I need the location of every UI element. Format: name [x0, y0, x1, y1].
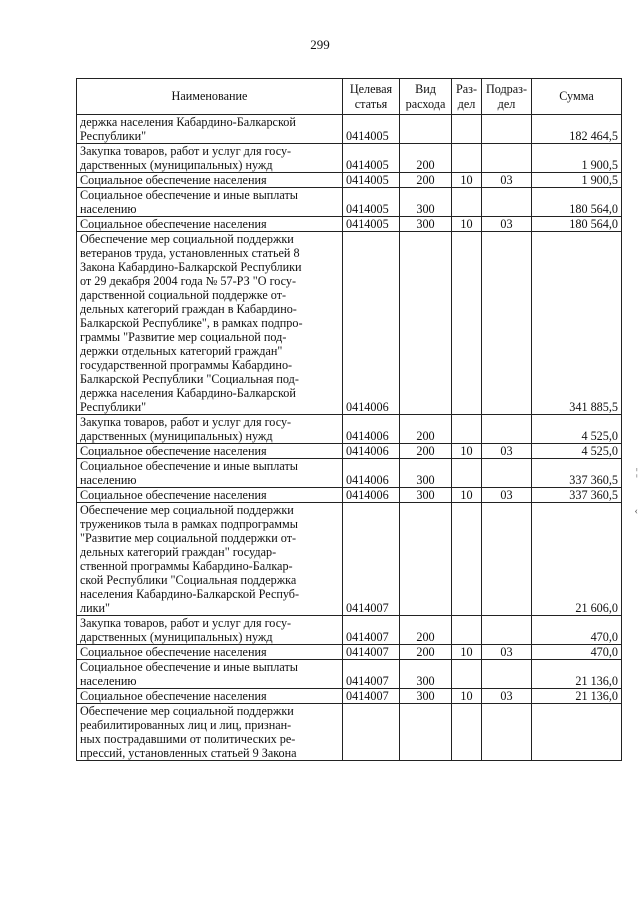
cell-name: Социальное обеспечение населения: [77, 488, 343, 503]
cell-code: 0414005: [343, 217, 400, 232]
cell-amount: 21 136,0: [532, 689, 622, 704]
cell-section: 10: [452, 488, 482, 503]
cell-name: Закупка товаров, работ и услуг для госу- дарственных (муниципальных) нужд: [77, 616, 343, 645]
cell-subsection: 03: [482, 217, 532, 232]
header-subsection: Подраз- дел: [482, 79, 532, 115]
cell-subsection: [482, 616, 532, 645]
cell-code: 0414006: [343, 415, 400, 444]
cell-type: [400, 232, 452, 415]
cell-code: 0414006: [343, 232, 400, 415]
cell-section: [452, 188, 482, 217]
cell-code: 0414007: [343, 689, 400, 704]
cell-type: 200: [400, 444, 452, 459]
cell-code: 0414007: [343, 645, 400, 660]
cell-section: [452, 144, 482, 173]
cell-type: 200: [400, 173, 452, 188]
table-row: [77, 232, 622, 415]
cell-amount: 1 900,5: [532, 173, 622, 188]
cell-section: 10: [452, 645, 482, 660]
cell-section: [452, 115, 482, 144]
cell-section: 10: [452, 217, 482, 232]
table-row: [77, 689, 622, 704]
scan-edge-mark: ‹: [634, 505, 638, 517]
cell-name: Обеспечение мер социальной поддержки реабилитированных лиц и лиц, признан- ных пострадавшими от политических ре- прессий, установленных статьей 9 Закона: [77, 704, 343, 761]
budget-table: [76, 78, 622, 761]
cell-subsection: [482, 660, 532, 689]
cell-amount: 21 606,0: [532, 503, 622, 616]
page-number: 299: [310, 37, 330, 52]
cell-code: 0414006: [343, 459, 400, 488]
cell-type: 200: [400, 415, 452, 444]
cell-type: 300: [400, 689, 452, 704]
cell-type: 200: [400, 616, 452, 645]
cell-subsection: 03: [482, 173, 532, 188]
cell-amount: 1 900,5: [532, 144, 622, 173]
cell-name: Социальное обеспечение населения: [77, 689, 343, 704]
cell-type: 200: [400, 645, 452, 660]
cell-amount: [532, 704, 622, 761]
cell-section: 10: [452, 689, 482, 704]
cell-amount: 180 564,0: [532, 217, 622, 232]
table-row: [77, 188, 622, 217]
cell-name: Обеспечение мер социальной поддержки ветеранов труда, установленных статьей 8 Закона Кабардино-Балкарской Республики от 29 декабря 2004 года № 57-РЗ "О госу- дарственной социальной поддержке от- дельных категорий граждан в Кабардино- Балкарской Республике", в рамках подпро- граммы "Развитие мер социальной под- держки отдельных категорий граждан" государственной программы Кабардино- Балкарской Республики "Социальная под- держка населения Кабардино-Балкарской Республики": [77, 232, 343, 415]
cell-subsection: 03: [482, 444, 532, 459]
cell-subsection: [482, 188, 532, 217]
cell-code: 0414005: [343, 188, 400, 217]
cell-section: 10: [452, 173, 482, 188]
cell-name: Социальное обеспечение и иные выплаты населению: [77, 188, 343, 217]
cell-subsection: 03: [482, 689, 532, 704]
cell-amount: 4 525,0: [532, 444, 622, 459]
cell-subsection: [482, 115, 532, 144]
cell-name: Социальное обеспечение населения: [77, 645, 343, 660]
cell-name: Социальное обеспечение населения: [77, 444, 343, 459]
cell-section: [452, 660, 482, 689]
cell-type: 300: [400, 217, 452, 232]
cell-amount: 182 464,5: [532, 115, 622, 144]
cell-subsection: [482, 704, 532, 761]
scan-edge-mark: ¦: [635, 466, 638, 478]
cell-amount: 337 360,5: [532, 459, 622, 488]
table-row: [77, 616, 622, 645]
table-row: [77, 459, 622, 488]
cell-name: Социальное обеспечение населения: [77, 217, 343, 232]
cell-amount: 337 360,5: [532, 488, 622, 503]
cell-code: 0414006: [343, 488, 400, 503]
table-row: [77, 115, 622, 144]
cell-code: 0414005: [343, 115, 400, 144]
header-section: Раз- дел: [452, 79, 482, 115]
header-type: Вид расхода: [400, 79, 452, 115]
cell-code: [343, 704, 400, 761]
cell-name: Закупка товаров, работ и услуг для госу- дарственных (муниципальных) нужд: [77, 415, 343, 444]
cell-type: [400, 704, 452, 761]
cell-subsection: 03: [482, 645, 532, 660]
cell-amount: 470,0: [532, 616, 622, 645]
cell-name: держка населения Кабардино-Балкарской Республики": [77, 115, 343, 144]
cell-code: 0414006: [343, 444, 400, 459]
table-row: [77, 415, 622, 444]
header-row: [77, 79, 622, 115]
cell-name: Обеспечение мер социальной поддержки тружеников тыла в рамках подпрограммы "Развитие мер социальной поддержки от- дельных категорий граждан" государ- ственной программы Кабардино-Балкар- ской Республики "Социальная поддержка населения Кабардино-Балкарской Респуб- лики": [77, 503, 343, 616]
cell-type: 300: [400, 488, 452, 503]
cell-amount: 21 136,0: [532, 660, 622, 689]
table-row: [77, 173, 622, 188]
cell-amount: 180 564,0: [532, 188, 622, 217]
cell-name: Социальное обеспечение и иные выплаты населению: [77, 459, 343, 488]
table-row: [77, 660, 622, 689]
cell-amount: 4 525,0: [532, 415, 622, 444]
cell-name: Закупка товаров, работ и услуг для госу- дарственных (муниципальных) нужд: [77, 144, 343, 173]
cell-section: [452, 415, 482, 444]
table-row: [77, 444, 622, 459]
cell-amount: 470,0: [532, 645, 622, 660]
table-row: [77, 217, 622, 232]
cell-section: 10: [452, 444, 482, 459]
header-target: Целевая статья: [343, 79, 400, 115]
cell-section: [452, 616, 482, 645]
cell-name: Социальное обеспечение и иные выплаты населению: [77, 660, 343, 689]
cell-amount: 341 885,5: [532, 232, 622, 415]
table-row: [77, 645, 622, 660]
cell-code: 0414005: [343, 173, 400, 188]
cell-type: 300: [400, 188, 452, 217]
cell-code: 0414007: [343, 616, 400, 645]
header-amount: Сумма: [532, 79, 622, 115]
cell-name: Социальное обеспечение населения: [77, 173, 343, 188]
cell-type: 200: [400, 144, 452, 173]
cell-code: 0414005: [343, 144, 400, 173]
cell-subsection: [482, 459, 532, 488]
header-name: Наименование: [77, 79, 343, 115]
cell-subsection: [482, 503, 532, 616]
cell-code: 0414007: [343, 660, 400, 689]
cell-type: 300: [400, 660, 452, 689]
cell-section: [452, 503, 482, 616]
cell-subsection: [482, 144, 532, 173]
cell-code: 0414007: [343, 503, 400, 616]
cell-type: [400, 503, 452, 616]
cell-subsection: [482, 415, 532, 444]
cell-subsection: 03: [482, 488, 532, 503]
cell-type: 300: [400, 459, 452, 488]
cell-subsection: [482, 232, 532, 415]
table-row: [77, 503, 622, 616]
cell-section: [452, 704, 482, 761]
table-row: [77, 144, 622, 173]
cell-section: [452, 459, 482, 488]
cell-section: [452, 232, 482, 415]
table-row: [77, 488, 622, 503]
table-row: [77, 704, 622, 761]
cell-type: [400, 115, 452, 144]
